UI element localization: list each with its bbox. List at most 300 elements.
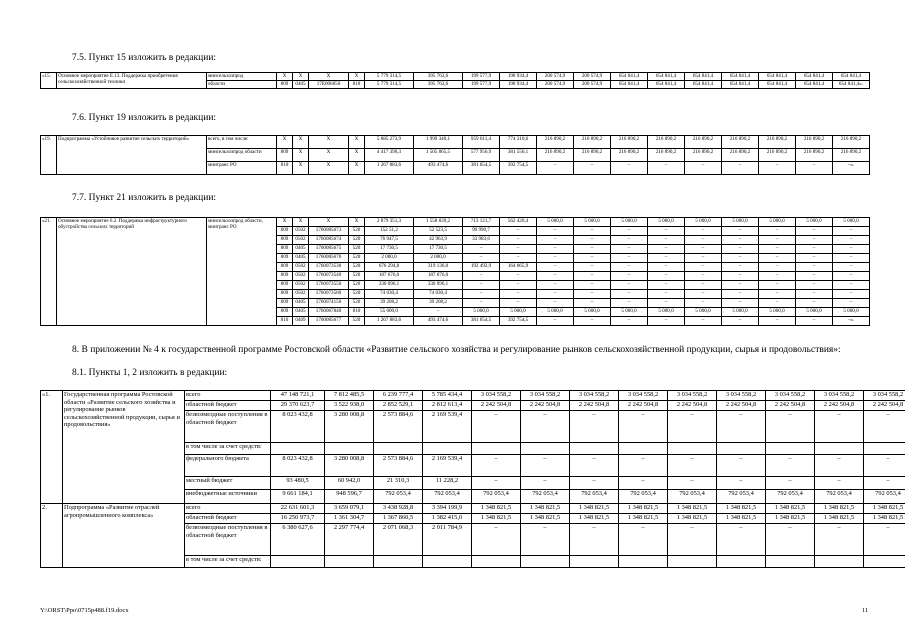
table-cell: 1760073560: [309, 290, 349, 299]
table-item-21: [40, 217, 905, 326]
table-cell: –: [796, 254, 833, 263]
table-cell: 2 242 504,8: [570, 401, 619, 411]
table-cell: –: [796, 272, 833, 281]
table-cell: 93 480,5: [271, 477, 325, 490]
table-cell: 29 370 623,7: [271, 401, 325, 411]
table-cell: –: [759, 245, 796, 254]
table-cell: 199 577,9: [463, 73, 500, 81]
table-cell: –: [759, 299, 796, 308]
table-cell: –: [864, 455, 905, 477]
table-cell: 200 574,9: [537, 73, 574, 81]
table-cell: –: [759, 254, 796, 263]
table-cell: –: [833, 263, 870, 272]
table-cell: –: [685, 162, 722, 175]
table-cell: 22 631 601,3: [271, 504, 325, 514]
table-cell: 39 208,2: [414, 299, 463, 308]
table-cell: 5 785 434,4: [423, 391, 472, 401]
table-cell: X: [277, 218, 293, 227]
table-cell: –: [668, 524, 717, 556]
table-cell: 654 841,4».: [833, 81, 870, 89]
table-cell: –: [611, 290, 648, 299]
table-cell: –: [463, 299, 500, 308]
table-cell: [521, 556, 570, 568]
table-cell: –: [574, 290, 611, 299]
table-cell: X: [293, 73, 309, 81]
table-cell: –: [500, 290, 537, 299]
table-cell: –: [537, 290, 574, 299]
table-cell: –: [472, 477, 521, 490]
table-cell: 792 053,4: [521, 490, 570, 504]
table-cell: 520: [349, 254, 365, 263]
table-cell: 809: [277, 245, 293, 254]
table-cell: 200 574,9: [574, 73, 611, 81]
table-cell: 52 523,5: [414, 227, 463, 236]
table-cell: –: [648, 236, 685, 245]
table-cell: 654 841,4: [722, 81, 759, 89]
table-cell: 199 577,9: [463, 81, 500, 89]
table-cell: –: [521, 455, 570, 477]
table-cell: –: [833, 236, 870, 245]
table-cell: X: [309, 218, 349, 227]
table-cell: 3 394 199,9: [423, 504, 472, 514]
table-cell: 2 071 068,3: [374, 524, 423, 556]
table-cell: X: [277, 73, 293, 81]
table-cell: 216 890,2: [537, 136, 574, 149]
table-cell: 3 034 558,2: [717, 391, 766, 401]
table-cell: 810: [349, 81, 365, 89]
table-cell: –: [463, 245, 500, 254]
table-cell: [766, 443, 815, 455]
table-cell: 1 348 821,5: [521, 504, 570, 514]
table-cell: 1 267 883,6: [365, 162, 414, 175]
table-cell: 395 762,6: [414, 73, 463, 81]
funding-source: безвозмездные поступления в областной бюджет: [185, 411, 271, 443]
table-cell: 198 934,4: [500, 81, 537, 89]
table-cell: 1 361 304,7: [325, 514, 374, 524]
table-cell: 520: [349, 317, 365, 326]
table-cell: 5 000,0: [648, 218, 685, 227]
table-cell: –: [472, 524, 521, 556]
table-cell: –: [685, 245, 722, 254]
table-cell: 5 000,0: [500, 308, 537, 317]
table-cell: 47 148 721,1: [271, 391, 325, 401]
table-cell: 216 890,2: [796, 149, 833, 162]
table-cell: –: [648, 272, 685, 281]
table-cell: X: [349, 149, 365, 162]
table-cell: 392 754,5: [500, 317, 537, 326]
table-cell: 809: [277, 236, 293, 245]
table-cell: 493 474,6: [414, 162, 463, 175]
table-cell: 1760073530: [309, 263, 349, 272]
footer-page-number: 11: [862, 607, 869, 614]
table-cell: 17 730,5: [414, 245, 463, 254]
table-cell: –: [537, 162, 574, 175]
table-cell: –: [668, 477, 717, 490]
table-cell: [472, 556, 521, 568]
item-name: Государственная программа Ростовской области «Развитие сельского хозяйства и регулирование рынков сельскохозяйственной продукции, сырья и продовольствия»: [63, 391, 185, 504]
table-cell: –: [574, 272, 611, 281]
table-cell: 1760085675: [309, 245, 349, 254]
table-cell: –: [648, 254, 685, 263]
table-cell: –: [521, 524, 570, 556]
table-row: [41, 73, 905, 81]
table-cell: 395 762,6: [414, 81, 463, 89]
table-cell: –: [722, 299, 759, 308]
table-cell: 676 294,8: [365, 263, 414, 272]
table-cell: 1 348 821,5: [619, 514, 668, 524]
table-cell: 2 573 884,6: [374, 455, 423, 477]
table-cell: –: [537, 254, 574, 263]
table-cell: 55 000,0: [365, 308, 414, 317]
table-cell: 0405: [293, 245, 309, 254]
table-cell: –: [759, 290, 796, 299]
table-cell: [423, 556, 472, 568]
funding-source: безвозмездные поступления в областной бюджет: [185, 524, 271, 556]
table-cell: 2 000,0: [414, 254, 463, 263]
table-cell: –: [463, 272, 500, 281]
item-name: Подпрограмма «Устойчивое развитие сельских территорий»: [57, 136, 207, 175]
table-cell: 0409: [293, 317, 309, 326]
table-cell: 0502: [293, 272, 309, 281]
responsible: минсельхозпрод области, минтранс РО: [207, 218, 277, 326]
table-cell: 17Е006850: [309, 81, 349, 89]
table-cell: 5 000,0: [685, 218, 722, 227]
table-cell: 5 000,0: [648, 308, 685, 317]
table-cell: 3 034 558,2: [570, 391, 619, 401]
table-cell: 520: [349, 245, 365, 254]
table-cell: 654 841,4: [796, 73, 833, 81]
table-cell: 5 000,0: [574, 308, 611, 317]
table-cell: X: [277, 136, 293, 149]
table-cell: 493 474,6: [414, 317, 463, 326]
table-cell: 1760074150: [309, 299, 349, 308]
table-cell: 5 000,0: [611, 308, 648, 317]
table-cell: 216 890,2: [611, 149, 648, 162]
table-cell: 6 239 777,4: [374, 391, 423, 401]
table-cell: 2 011 784,9: [423, 524, 472, 556]
table-cell: –: [766, 455, 815, 477]
table-cell: 520: [349, 227, 365, 236]
table-cell: 713 121,7: [463, 218, 500, 227]
table-cell: 2 000,0: [365, 254, 414, 263]
table-cell: –: [521, 477, 570, 490]
table-cell: –: [796, 245, 833, 254]
table-cell: [325, 556, 374, 568]
table-cell: –: [463, 281, 500, 290]
table-cell: –: [648, 245, 685, 254]
table-cell: –: [685, 236, 722, 245]
table-cell: 792 053,4: [472, 490, 521, 504]
table-cell: 5 000,0: [574, 218, 611, 227]
item-number: 2.: [41, 504, 63, 568]
table-cell: 792 053,4: [815, 490, 864, 504]
table-cell: 164 665,9: [500, 263, 537, 272]
heading-item-15: 7.5. Пункт 15 изложить в редакции:: [72, 53, 217, 63]
table-cell: –: [759, 162, 796, 175]
table-cell: 5 000,0: [796, 308, 833, 317]
item-name: Подпрограмма «Развитие отраслей агропромышленного комплекса»: [63, 504, 185, 568]
table-cell: 5 000,0: [685, 308, 722, 317]
table-cell: –: [472, 411, 521, 443]
table-cell: X: [349, 162, 365, 175]
table-cell: –: [619, 455, 668, 477]
table-cell: 216 890,2: [722, 149, 759, 162]
table-cell: –: [537, 227, 574, 236]
table-cell: 654 841,4: [759, 73, 796, 81]
table-cell: 216 890,2: [574, 136, 611, 149]
table-cell: –: [833, 299, 870, 308]
table-cell: –: [500, 227, 537, 236]
table-row: [41, 136, 905, 149]
table-cell: 792 053,4: [766, 490, 815, 504]
table-cell: 1760073550: [309, 281, 349, 290]
table-cell: 381 654,5: [463, 317, 500, 326]
table-cell: –: [685, 299, 722, 308]
table-cell: –: [722, 272, 759, 281]
table-cell: 216 890,2: [759, 136, 796, 149]
table-cell: X: [293, 149, 309, 162]
table-cell: 1 348 821,5: [472, 514, 521, 524]
table-cell: –: [537, 317, 574, 326]
table-cell: 5 000,0: [796, 218, 833, 227]
table-cell: 216 890,2: [685, 149, 722, 162]
heading-item-21: 7.7. Пункт 21 изложить в редакции:: [72, 193, 217, 203]
table-cell: –: [611, 317, 648, 326]
table-cell: –: [537, 281, 574, 290]
table-cell: –: [521, 411, 570, 443]
table-cell: 5 685 273,9: [365, 136, 414, 149]
table-cell: –: [717, 411, 766, 443]
table-cell: 1 348 821,5: [570, 504, 619, 514]
table-cell: 60 942,0: [325, 477, 374, 490]
table-cell: 520: [349, 290, 365, 299]
table-cell: –: [500, 299, 537, 308]
table-cell: –: [648, 290, 685, 299]
table-cell: [619, 443, 668, 455]
responsible: минсельхозпрод: [207, 73, 277, 81]
table-cell: –: [796, 317, 833, 326]
table-cell: –: [759, 281, 796, 290]
table-cell: 1 505 865,5: [414, 149, 463, 162]
table-cell: 1 382 415,0: [423, 514, 472, 524]
table-cell: 4 417 390,3: [365, 149, 414, 162]
table-cell: 520: [349, 263, 365, 272]
table-cell: [864, 556, 905, 568]
table-cell: 2 242 504,8: [717, 401, 766, 411]
table-cell: –: [685, 272, 722, 281]
table-cell: –: [722, 317, 759, 326]
table-cell: 198 934,4: [500, 73, 537, 81]
table-cell: 216 890,2: [611, 136, 648, 149]
table-cell: 7 812 485,5: [325, 391, 374, 401]
table-cell: 562 420,4: [500, 218, 537, 227]
table-cell: 216 890,2: [685, 136, 722, 149]
table-cell: 654 841,4: [833, 73, 870, 81]
table-cell: –: [766, 477, 815, 490]
table-cell: 3 034 558,2: [472, 391, 521, 401]
table-cell: [521, 443, 570, 455]
table-cell: –: [619, 477, 668, 490]
table-cell: –: [472, 455, 521, 477]
table-cell: 2 242 504,8: [619, 401, 668, 411]
table-cell: 216 890,2: [833, 136, 870, 149]
table-cell: 1 367 860,5: [374, 514, 423, 524]
table-cell: –: [611, 263, 648, 272]
table-cell: –: [537, 263, 574, 272]
table-cell: [668, 443, 717, 455]
table-cell: –: [864, 411, 905, 443]
table-cell: 792 053,4: [619, 490, 668, 504]
table-cell: 42 963,9: [414, 236, 463, 245]
table-cell: 792 053,4: [864, 490, 905, 504]
table-cell: 809: [277, 263, 293, 272]
table-cell: –: [619, 524, 668, 556]
table-cell: –: [864, 524, 905, 556]
table-cell: –: [414, 308, 463, 317]
table-cell: –: [648, 299, 685, 308]
table-cell: 792 053,4: [423, 490, 472, 504]
responsible: минсельхозпрод области: [207, 149, 277, 162]
table-cell: 187 676,0: [414, 272, 463, 281]
table-cell: 2 242 504,8: [668, 401, 717, 411]
table-cell: 1760085673: [309, 227, 349, 236]
table-cell: 520: [349, 272, 365, 281]
table-cell: [271, 443, 325, 455]
table-cell: 3 280 008,8: [325, 411, 374, 443]
table-cell: 381 654,5: [463, 162, 500, 175]
table-cell: 792 053,4: [374, 490, 423, 504]
table-cell: [570, 556, 619, 568]
responsible: всего, в том числе:: [207, 136, 277, 149]
table-cell: –: [722, 236, 759, 245]
table-cell: –: [619, 411, 668, 443]
table-cell: 216 890,2: [833, 149, 870, 162]
table-cell: 3 034 558,2: [864, 391, 905, 401]
table-cell: –: [759, 236, 796, 245]
table-cell: –: [833, 254, 870, 263]
table-cell: 192 492,9: [463, 263, 500, 272]
table-cell: –: [685, 317, 722, 326]
table-cell: –: [796, 236, 833, 245]
responsible: минтранс РО: [207, 162, 277, 175]
table-cell: X: [293, 218, 309, 227]
table-cell: –: [722, 281, 759, 290]
table-cell: 654 841,4: [685, 81, 722, 89]
table-cell: 5 000,0: [833, 218, 870, 227]
table-cell: –».: [833, 162, 870, 175]
table-cell: –: [648, 317, 685, 326]
table-cell: –: [668, 455, 717, 477]
table-cell: [570, 443, 619, 455]
table-cell: –: [574, 245, 611, 254]
table-cell: –: [574, 162, 611, 175]
table-cell: 392 754,5: [500, 162, 537, 175]
table-cell: 3 659 079,1: [325, 504, 374, 514]
table-cell: 810: [349, 308, 365, 317]
table-cell: 1760073540: [309, 272, 349, 281]
table-cell: 654 841,4: [796, 81, 833, 89]
table-cell: –: [574, 227, 611, 236]
table-cell: X: [293, 136, 309, 149]
table-cell: –: [717, 524, 766, 556]
table-cell: 76 947,5: [365, 236, 414, 245]
table-cell: 2 242 504,8: [864, 401, 905, 411]
table-cell: –: [833, 272, 870, 281]
table-cell: 774 310,6: [500, 136, 537, 149]
item-number: «15.: [41, 73, 57, 89]
table-cell: 5 000,0: [537, 218, 574, 227]
table-cell: 792 053,4: [717, 490, 766, 504]
table-cell: –: [717, 455, 766, 477]
table-cell: 1 348 821,5: [521, 514, 570, 524]
footer-file-path: Y:\ORST\Ppo\0715p488.f19.docx: [40, 607, 129, 614]
table-cell: 216 890,2: [574, 149, 611, 162]
table-cell: 8 023 432,8: [271, 411, 325, 443]
table-cell: 520: [349, 236, 365, 245]
table-cell: –: [685, 263, 722, 272]
table-cell: 216 890,2: [759, 149, 796, 162]
table-cell: –: [833, 227, 870, 236]
table-cell: 809: [277, 149, 293, 162]
table-cell: –: [648, 227, 685, 236]
table-cell: 0405: [293, 81, 309, 89]
table-cell: 809: [277, 227, 293, 236]
table-cell: –: [722, 162, 759, 175]
table-cell: 3 438 928,8: [374, 504, 423, 514]
table-cell: –: [759, 272, 796, 281]
table-cell: –: [500, 272, 537, 281]
table-cell: –: [796, 263, 833, 272]
table-cell: –: [815, 477, 864, 490]
table-cell: –: [500, 245, 537, 254]
table-cell: 654 841,4: [611, 81, 648, 89]
table-cell: 1 267 883,6: [365, 317, 414, 326]
table-cell: 1760067840: [309, 308, 349, 317]
table-cell: –: [815, 411, 864, 443]
table-cell: X: [293, 162, 309, 175]
table-cell: 187 676,0: [365, 272, 414, 281]
table-cell: –: [815, 524, 864, 556]
table-cell: –: [722, 263, 759, 272]
table-cell: –: [500, 281, 537, 290]
item-name: Основное мероприятие Е.13. Поддержка приобретения сельскохозяйственной техники: [57, 73, 207, 89]
table-cell: X: [349, 136, 365, 149]
table-cell: –: [574, 299, 611, 308]
table-cell: 0405: [293, 254, 309, 263]
table-cell: 0405: [293, 308, 309, 317]
funding-source: в том числе за счет средств:: [185, 443, 271, 455]
table-cell: [668, 556, 717, 568]
table-cell: –: [648, 263, 685, 272]
table-cell: –: [685, 290, 722, 299]
table-cell: –: [833, 281, 870, 290]
table-cell: –: [722, 254, 759, 263]
table-cell: 216 890,2: [537, 149, 574, 162]
table-cell: 39 208,2: [365, 299, 414, 308]
table-cell: –: [611, 162, 648, 175]
table-cell: 792 053,4: [570, 490, 619, 504]
table-cell: 810: [277, 317, 293, 326]
table-cell: –: [722, 290, 759, 299]
table-cell: –: [611, 227, 648, 236]
table-cell: –: [611, 236, 648, 245]
table-cell: 2 297 774,4: [325, 524, 374, 556]
table-cell: [717, 556, 766, 568]
table-cell: –: [463, 290, 500, 299]
table-cell: 216 890,2: [796, 136, 833, 149]
table-cell: 3 522 938,0: [325, 401, 374, 411]
table-cell: [815, 443, 864, 455]
